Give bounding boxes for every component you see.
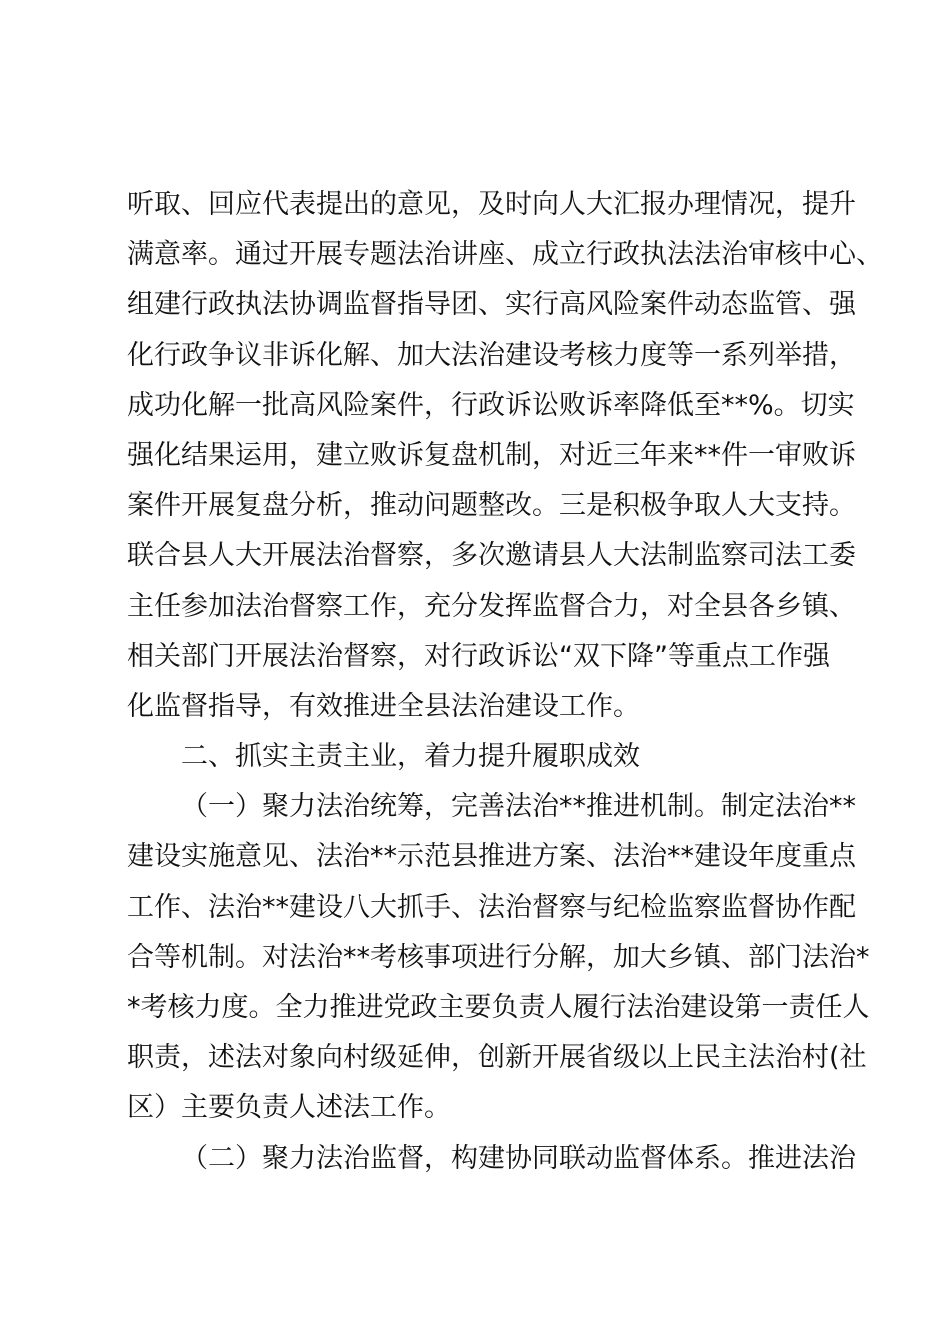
body-line: 区）主要负责人述法工作。 bbox=[127, 1092, 451, 1124]
body-line: 案件开展复盘分析，推动问题整改。三是积极争取人大支持。 bbox=[127, 490, 856, 522]
body-line: 主任参加法治督察工作，充分发挥监督合力，对全县各乡镇、 bbox=[127, 590, 856, 622]
body-line: 职责，述法对象向村级延伸，创新开展省级以上民主法治村(社 bbox=[127, 1042, 867, 1074]
document-body bbox=[127, 180, 883, 1184]
body-line: 成功化解一批高风险案件，行政诉讼败诉率降低至**%。切实 bbox=[127, 389, 855, 421]
body-line: *考核力度。全力推进党政主要负责人履行法治建设第一责任人 bbox=[127, 992, 870, 1023]
body-line: 组建行政执法协调监督指导团、实行高风险案件动态监管、强 bbox=[127, 289, 856, 321]
subsection-line: （二）聚力法治监督，构建协同联动监督体系。推进法治 bbox=[181, 1142, 856, 1174]
body-line: 化监督指导，有效推进全县法治建设工作。 bbox=[127, 690, 640, 722]
body-line: 满意率。通过开展专题法治讲座、成立行政执法法治审核中心、 bbox=[127, 239, 883, 271]
section-heading: 二、抓实主责主业，着力提升履职成效 bbox=[181, 741, 640, 773]
subsection-line: （一）聚力法治统筹，完善法治**推进机制。制定法治** bbox=[181, 791, 856, 823]
body-line: 强化结果运用，建立败诉复盘机制，对近三年来**件一审败诉 bbox=[127, 439, 856, 471]
body-line: 工作、法治**建设八大抓手、法治督察与纪检监察监督协作配 bbox=[127, 891, 856, 923]
body-line: 合等机制。对法治**考核事项进行分解，加大乡镇、部门法治* bbox=[127, 941, 870, 973]
body-line: 建设实施意见、法治**示范县推进方案、法治**建设年度重点 bbox=[127, 841, 856, 873]
body-line: 听取、回应代表提出的意见，及时向人大汇报办理情况，提升 bbox=[127, 189, 856, 220]
body-line: 联合县人大开展法治督察，多次邀请县人大法制监察司法工委 bbox=[127, 540, 856, 572]
body-line: 化行政争议非诉化解、加大法治建设考核力度等一系列举措， bbox=[127, 339, 856, 371]
body-line: 相关部门开展法治督察，对行政诉讼“双下降”等重点工作强 bbox=[127, 640, 830, 672]
